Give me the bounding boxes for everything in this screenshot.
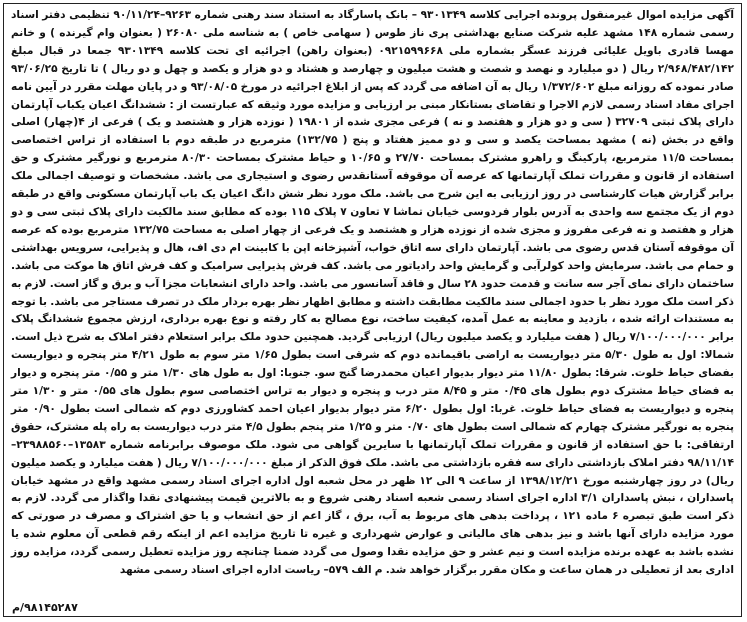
notice-text: بانک پاسارگاد به استناد سند رهنی شماره ۹۲۶۳–۹۰/۱۱/۲۴ تنظیمی دفتر اسناد رسمی شماره ۱۴۸ مشهد علیه شرکت صنایع بهداشتی پری ناز طوس ( سهامی خاص ) به شناسه ملی ۲۶۰۸۰ ( بعنوان وام گیرنده ) و خانم مهسا قادری باویل علیائی فرزند عسگر بشماره ملی ۰۹۲۱۵۹۹۶۶۸ (بعنوان راهن) اجرائیه ای تحت کلاسه ۹۳۰۱۳۴۹ جمعا در قبال مبلغ ۲/۹۶۸/۴۸۲/۱۴۲ ریال ( دو میلیارد و نهصد و شصت و هشت میلیون و چهارصد و هشتاد و دو هزار و یکصد و چهل و دو ریال ) تا تاریخ ۹۳/۰۶/۲۵ صادر نموده که روزانه مبلغ ۱/۳۷۲/۶۰۲ ریال به آن اضافه می گردد که پس از ابلاغ اجرائیه در مورخ ۹۳/۰۸/۰۵ و در پایان مهلت مقرر در آیین نامه اجرای مفاد اسناد رسمی لازم الاجرا و تقاضای بستانکار مبنی بر ارزیابی و مزایده مورد وثیقه که عبارتست از : ششدانگ اعیان یکباب آپارتمان دارای پلاک ثبتی ۳۲۷۰۹ ( سی و دو هزار و هفتصد و نه ) فرعی مجزی شده از ۱۹۸۰۱ ( نوزده هزار و هشتصد و یک ) فرعی از ۴(چهار) اصلی واقع در بخش (نه ) مشهد بمساحت یکصد و سی و دو ممیز هفتاد و پنج ( ۱۳۲/۷۵) مترمربع در طبقه دوم با استفاده از تراس اختصاصی بمساحت ۱۱/۵ مترمربع، پارکینگ و راهرو مشترک بمساحت ۲۷/۷۰ و ۱۰/۶۵ و حیاط مشترک بمساحت ۸۰/۳۰ مترمربع و نورگیر مشترک و حق استفاده از قانون و مقررات تملک آپارتمانها که عرصه آن موقوفه آستانقدس رضوی و استیجاری می باشد. مشخصات و توصیف اجمالی ملک برابر گزارش هیات کارشناسی در روز ارزیابی به این شرح می باشد. ملک مورد نظر شش دانگ اعیان یک باب آپارتمان مسکونی واقع در طبقه دوم از یک مجتمع سه واحدی به آدرس بلوار فردوسی خیابان تماشا ۷ تعاون ۷ پلاک ۱۱۵ بوده که مطابق سند مالکیت دارای پلاک ثبتی سی و دو هزار و هفتصد و نه فرعی مفروز و مجزی شده از نوزده هزار و هشتصد و یک فرعی از چهار اصلی به مساحت ۱۳۲/۷۵ مترمربع بوده که عرصه آن موقوفه آستان قدس رضوی می باشد. آپارتمان دارای سه اتاق خواب، آشپزخانه اپن با کابینت ام دی اف، هال و پذیرایی، سرویس بهداشتی و حمام می باشد. سرمایش واحد کولرآبی و گرمایش واحد رادیاتور می باشد. کف فرش پذیرایی سرامیک و کف فرش اتاق ها موکت می باشد. ساختمان دارای نمای آجر سه سانت و قدمت حدود ۲۸ سال و فاقد آسانسور می باشد. واحد دارای انشعابات مجزا آب و برق و گاز است. لازم به ذکر است ملک مورد نظر با حدود اجمالی سند مالکیت مطابقت داشته و مطابق اظهار نظر بهره بردار ملک در تصرف مستاجر می باشد. با توجه به مستندات ارائه شده ، بازدید و معاینه به عمل آمده، کیفیت ساخت، نوع مصالح به کار رفته و نوع بهره برداری، ارزش مجموع ششدانگ پلاک برابر ۷/۱۰۰/۰۰۰/۰۰۰ ریال ( هفت میلیارد و یکصد میلیون ریال) ارزیابی گردید. همچنین حدود ملک برابر استعلام دفتر املاک به شرح ذیل است. شمالا: اول به طول ۵/۳۰ متر دیواریست به اراضی باقیمانده دوم که شرقی است بطول ۱/۶۵ متر سوم به طول ۴/۲۱ متر پنجره و دیواریست بفضای حیاط خلوت. شرقا: بطول ۱۱/۸۰ متر دیوار بدیوار اعیان محمدرضا گنج سو. جنوبا: اول به طول های ۱/۳۰ متر و ۰/۵۵ متر پنجره و دیوار به فضای حیاط مشترک دوم بطول های ۰/۴۵ متر و ۸/۴۵ متر درب و پنجره و دیوار به تراس اختصاصی سوم بطول های ۰/۵۵ متر و ۱/۳۰ متر پنجره و دیواریست به فضای حیاط خلوت. غربا: اول بطول ۶/۲۰ متر دیوار بدیوار اعیان احمد کشاورزی دوم که شمالی است بطول ۰/۹۰ متر پنجره به نورگیر مشترک چهارم که شمالی است بطول های ۰/۷۰ متر و ۱/۲۵ متر پنجم بطول ۴/۵ متر درب دیواریست به راه پله مشترک، حقوق ارتفاقی: با حق استفاده از قانون و مقررات تملک آپارتمانها با سایرین گواهی می شود. ملک موصوف برابرنامه شماره ۱۳۵۸۳–۲۳۹۸۸۵۶۰–۹۸/۱۱/۱۴ دفتر املاک بازداشتی دارای سه فقره بازداشتی می باشد. ملک فوق الذکر از مبلغ ۷/۱۰۰/۰۰۰/۰۰۰ ریال ( هفت میلیارد و یکصد میلیون ریال) در روز چهارشنبه مورخ ۱۳۹۸/۱۲/۲۱ از ساعت ۹ الی ۱۲ ظهر در محل شعبه اول اداره اجرای اسناد رسمی مشهد واقع در مشهد خیابان پاسداران ، نبش پاسداران ۳/۱ اداره اجرای اسناد رسمی شعبه اسناد رهنی شروع و به بالاترین قیمت پیشنهادی نقدا واگذار می گردد. لازم به ذکر است طبق تبصره ۶ ماده ۱۲۱ ، پرداخت بدهی های مربوط به آب، برق ، گاز اعم از حق انشعاب و یا حق اشتراک و مصرف در صورتی که مورد مزایده دارای آنها باشد و نیز بدهی های مالیاتی و عوارض شهرداری و غیره تا تاریخ مزایده اعم از اینکه رقم قطعی آن معلوم شده یا نشده باشد به عهده برنده مزایده است و نیم عشر و حق مزایده نقدا وصول می گردد ضمنا چنانچه روز مزایده تعطیل رسمی گردد، مزایده روز اداری بعد از تعطیلی در همان ساعت و مکان مقرر برگزار خواهد شد. م الف ۵۷۹– ریاست اداره اجرای اسناد رسمی مشهد <box>11 9 735 577</box>
notice-title: آگهی مزایده اموال غیرمنقول پرونده اجرایی کلاسه ۹۳۰۱۳۴۹ – <box>411 9 734 21</box>
reference-number: ۹۸۱۴۵۲۸۷/م <box>12 601 78 614</box>
notice-body <box>4 4 741 580</box>
notice-frame <box>3 3 742 617</box>
